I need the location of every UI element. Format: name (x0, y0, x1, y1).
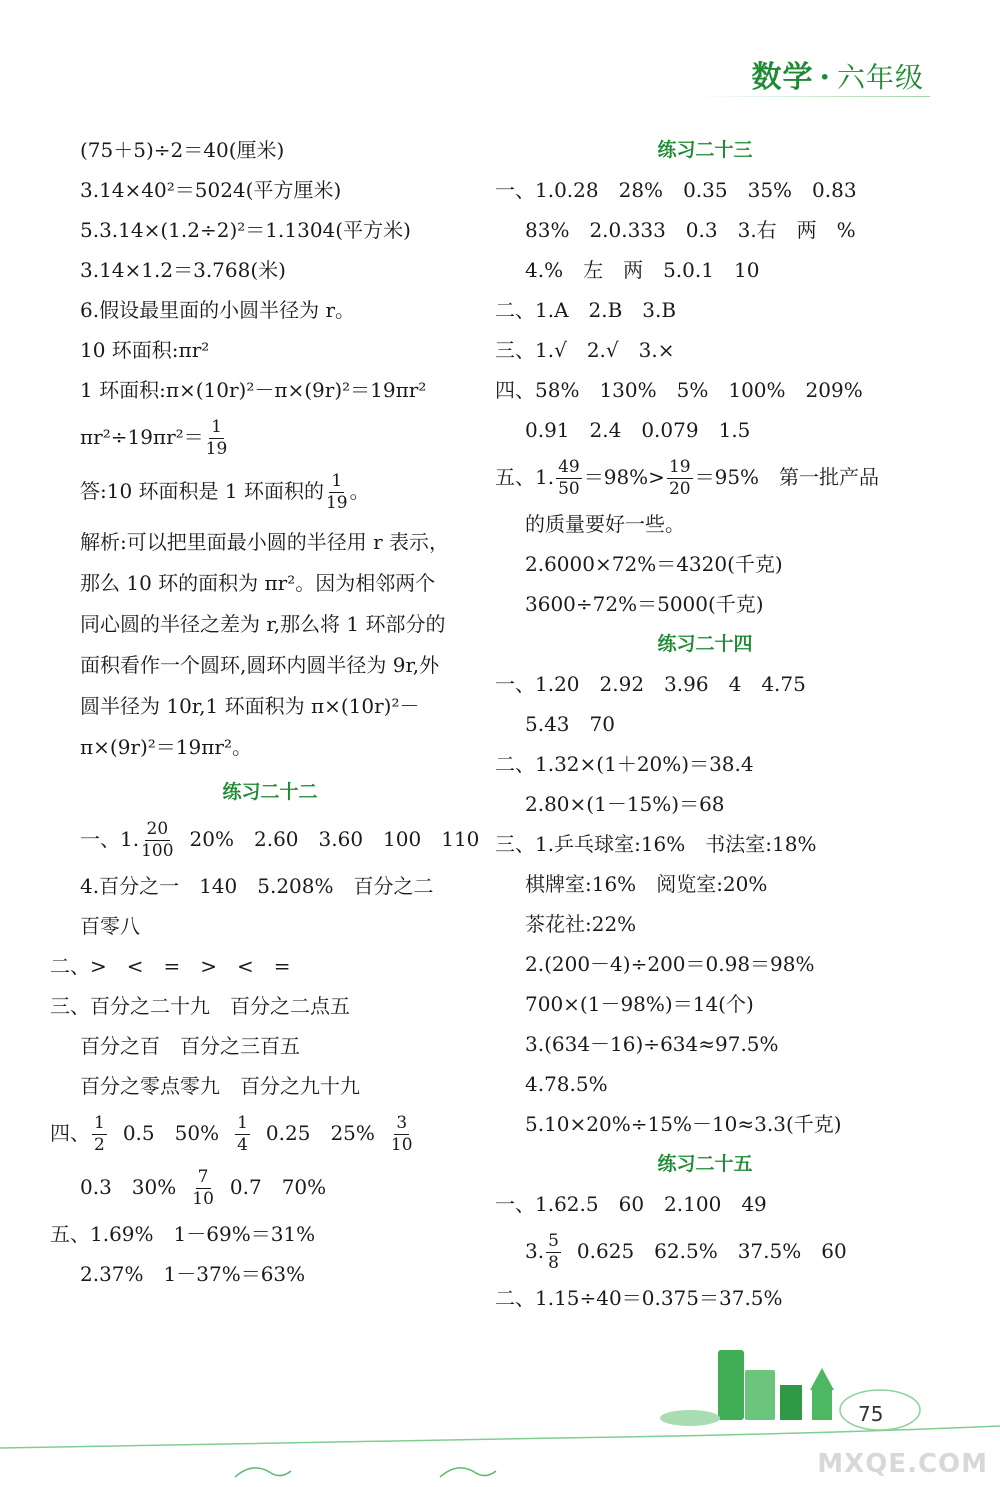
answer-line: 700×(1－98%)＝14(个) (525, 992, 754, 1016)
answer-line: 4.百分之一 140 5.208% 百分之二 (80, 874, 434, 898)
analysis-paragraph: 解析:可以把里面最小圆的半径用 r 表示，那么 10 环的面积为 πr²。因为相邻两个同心圆的半径之差为 r,那么将 1 环部分的面积看作一个圆环,圆环内圆半径为 9r,外圆半径为 10r,1 环面积为 π×(10r)²－π×(9r)²＝19πr²。 (80, 530, 450, 759)
fraction (92, 1115, 107, 1154)
expression: 0.3 30% (80, 1175, 177, 1199)
fraction (326, 473, 348, 512)
numerator: 3 (396, 1113, 408, 1133)
answer-line: 的质量要好一些。 (525, 512, 685, 536)
left-column (50, 130, 480, 1294)
watermark: MXQE.COM (817, 1449, 988, 1479)
denominator: 2 (94, 1135, 105, 1155)
answer-line: 0.91 2.4 0.079 1.5 (525, 418, 751, 442)
denominator: 19 (205, 439, 228, 459)
answer-line: 2.(200－4)÷200＝0.98＝98% (525, 952, 815, 976)
answer-line: 2.6000×72%＝4320(千克) (525, 552, 783, 576)
denominator: 19 (325, 493, 348, 513)
answer-line: 10 环面积:πr² (80, 338, 210, 362)
answer-line: 茶花社:22% (525, 912, 637, 936)
expression: 四、 (50, 1121, 90, 1145)
numerator: 49 (558, 457, 580, 477)
answer-line (80, 464, 460, 518)
answer-line: 3600÷72%＝5000(千克) (525, 592, 764, 616)
answer-line: 一、1.62.5 60 2.100 49 (495, 1192, 767, 1216)
fraction (141, 821, 173, 860)
answer-line: 二、1.32×(1＋20%)＝38.4 (495, 752, 754, 776)
expression: 3. (525, 1239, 545, 1263)
expression: 答:10 环面积是 1 环面积的 (80, 479, 324, 503)
expression: 五、1. (495, 465, 555, 489)
expression: 20% 2.60 3.60 100 110 (189, 827, 480, 851)
answer-line: 百分之百 百分之三百五 (80, 1034, 300, 1058)
expression: 一、1. (80, 827, 140, 851)
grass-sketch (440, 1468, 496, 1477)
denominator: 100 (141, 841, 174, 861)
fraction (546, 1233, 561, 1272)
answer-line: 二、1.A 2.B 3.B (495, 298, 677, 322)
footer-line (0, 1426, 1000, 1448)
answer-line (495, 1224, 915, 1278)
fraction (235, 1115, 250, 1154)
page-number: 75 (858, 1402, 884, 1426)
answer-line: 五、1.69% 1－69%＝31% (50, 1222, 316, 1246)
section-title-25: 练习二十五 (657, 1153, 753, 1175)
header-rule (690, 96, 930, 97)
subject-title: 数学 (751, 60, 814, 95)
answer-line: 2.37% 1－37%＝63% (80, 1262, 306, 1286)
grass-sketch (235, 1468, 291, 1477)
answer-line (495, 450, 915, 504)
answer-line (80, 410, 460, 464)
expression: ＝95% 第一批产品 (694, 465, 880, 489)
answer-line (50, 1106, 460, 1160)
denominator: 50 (558, 479, 580, 499)
numerator: 7 (197, 1167, 209, 1187)
answer-line: 一、1.0.28 28% 0.35 35% 0.83 (495, 178, 857, 202)
answer-line: 一、1.20 2.92 3.96 4 4.75 (495, 672, 806, 696)
header-separator: · (819, 60, 831, 95)
grade-title: 六年级 (836, 61, 924, 94)
answer-line: 4.78.5% (525, 1072, 608, 1096)
answer-line: 1 环面积:π×(10r)²－π×(9r)²＝19πr² (80, 378, 427, 402)
answer-line: 棋牌室:16% 阅览室:20% (525, 872, 768, 896)
answer-line: 二、1.15÷40＝0.375＝37.5% (495, 1286, 783, 1310)
expression: 0.7 70% (229, 1175, 327, 1199)
answer-line (80, 1160, 460, 1214)
denominator: 8 (548, 1253, 559, 1273)
answer-line: 2.80×(1－15%)＝68 (525, 792, 725, 816)
denominator: 10 (390, 1135, 413, 1155)
numerator: 19 (668, 457, 691, 477)
section-title-23: 练习二十三 (657, 139, 753, 161)
answer-line: (75＋5)÷2＝40(厘米) (80, 138, 285, 162)
fraction (206, 419, 228, 458)
denominator: 4 (237, 1135, 248, 1155)
expression: πr²÷19πr²＝ (80, 425, 204, 449)
answer-line: 4.% 左 两 5.0.1 10 (525, 258, 760, 282)
answer-line: 三、百分之二十九 百分之二点五 (50, 994, 350, 1018)
answer-line: 三、1.乒乓球室:16% 书法室:18% (495, 832, 817, 856)
fraction (192, 1169, 214, 1208)
answer-line: 三、1.√ 2.√ 3.× (495, 338, 675, 362)
expression: ＝98%> (583, 465, 665, 489)
answer-line: 百分之零点零九 百分之九十九 (80, 1074, 360, 1098)
answer-line: 3.14×1.2＝3.768(米) (80, 258, 286, 282)
expression: 0.5 50% (122, 1121, 220, 1145)
answer-line: 5.10×20%÷15%－10≈3.3(千克) (525, 1112, 842, 1136)
answer-line: 二、> < = > < = (50, 954, 291, 978)
expression: 0.25 25% (265, 1121, 375, 1145)
answer-line (80, 812, 480, 866)
numerator: 1 (211, 417, 222, 437)
numerator: 1 (331, 471, 343, 491)
answer-line: 3.(634－16)÷634≈97.5% (525, 1032, 779, 1056)
numerator: 20 (146, 819, 169, 839)
section-title-22: 练习二十二 (222, 781, 318, 803)
answer-line: 83% 2.0.333 0.3 3.右 两 % (525, 218, 856, 242)
fraction (556, 459, 582, 498)
right-column (495, 130, 915, 1318)
denominator: 20 (668, 479, 691, 499)
answer-line: 5.43 70 (525, 712, 615, 736)
answer-line: 四、58% 130% 5% 100% 209% (495, 378, 863, 402)
page-header (752, 52, 924, 96)
denominator: 10 (192, 1189, 214, 1209)
answer-line: 5.3.14×(1.2÷2)²＝1.1304(平方米) (80, 218, 411, 242)
punctuation: 。 (349, 479, 370, 503)
answer-line: 3.14×40²＝5024(平方厘米) (80, 178, 342, 202)
section-title-24: 练习二十四 (657, 633, 753, 655)
numerator: 1 (237, 1113, 248, 1133)
numerator: 5 (548, 1231, 559, 1251)
expression: 0.625 62.5% 37.5% 60 (576, 1239, 847, 1263)
answer-line: 6.假设最里面的小圆半径为 r。 (80, 298, 355, 322)
answer-line: 百零八 (80, 914, 140, 938)
fraction (667, 459, 693, 498)
numerator: 1 (94, 1113, 105, 1133)
fraction (391, 1115, 413, 1154)
